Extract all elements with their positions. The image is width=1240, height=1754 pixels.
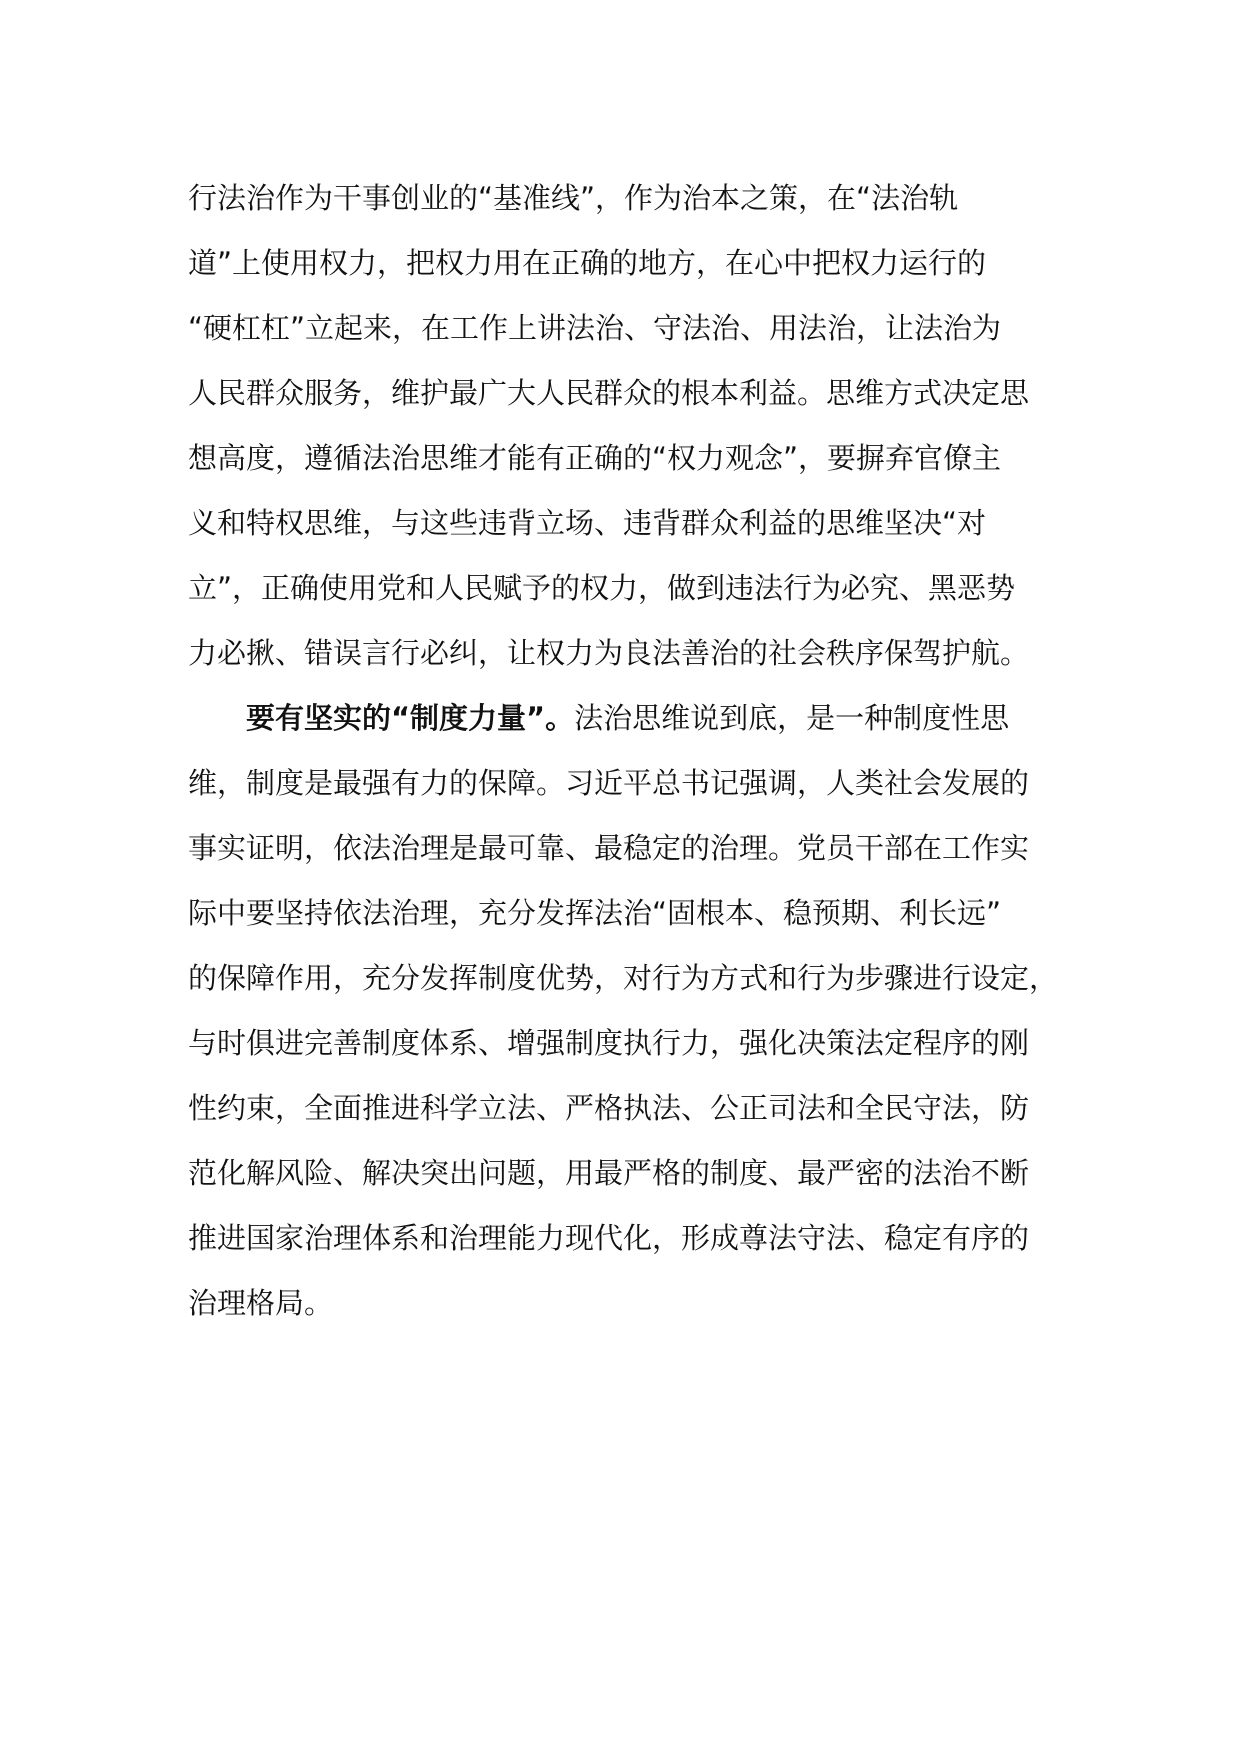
- text-line: 想高度，遵循法治思维才能有正确的“权力观念”，要摒弃官僚主: [188, 441, 1002, 475]
- text-line: 与时俱进完善制度体系、增强制度执行力，强化决策法定程序的刚: [188, 1026, 1030, 1060]
- text-line: 行法治作为干事创业的“基准线”，作为治本之策，在“法治轨: [188, 181, 959, 215]
- text-line: 道”上使用权力，把权力用在正确的地方，在心中把权力运行的: [188, 246, 987, 280]
- paragraph-1: [188, 166, 1088, 686]
- text-line: “硬杠杠”立起来，在工作上讲法治、守法治、用法治，让法治为: [188, 311, 1002, 345]
- paragraph-2-first-line: [188, 686, 1088, 751]
- text-line: 人民群众服务，维护最广大人民群众的根本利益。思维方式决定思: [188, 376, 1030, 410]
- text-line: 维，制度是最强有力的保障。习近平总书记强调，人类社会发展的: [188, 766, 1030, 800]
- text-line: 义和特权思维，与这些违背立场、违背群众利益的思维坚决“对: [188, 506, 987, 540]
- text-line: 际中要坚持依法治理，充分发挥法治“固根本、稳预期、利长远”: [188, 896, 1002, 930]
- text-line: 事实证明，依法治理是最可靠、最稳定的治理。党员干部在工作实: [188, 831, 1030, 865]
- document-body: [188, 166, 1088, 1336]
- text-line: 范化解风险、解决突出问题，用最严格的制度、最严密的法治不断: [188, 1156, 1030, 1190]
- text-line: 的保障作用，充分发挥制度优势，对行为方式和行为步骤进行设定，: [188, 961, 1059, 995]
- section-heading: 要有坚实的“制度力量”。: [246, 701, 575, 735]
- text-line: 力必揪、错误言行必纠，让权力为良法善治的社会秩序保驾护航。: [188, 636, 1030, 670]
- text-line: 性约束，全面推进科学立法、严格执法、公正司法和全民守法，防: [188, 1091, 1030, 1125]
- text-line: 推进国家治理体系和治理能力现代化，形成尊法守法、稳定有序的: [188, 1221, 1030, 1255]
- paragraph-2: [188, 686, 1088, 1336]
- text-run: 法治思维说到底，是一种制度性思: [574, 701, 1010, 735]
- text-line: 治理格局。: [188, 1286, 334, 1320]
- text-line: 立”，正确使用党和人民赋予的权力，做到违法行为必究、黑恶势: [188, 571, 1016, 605]
